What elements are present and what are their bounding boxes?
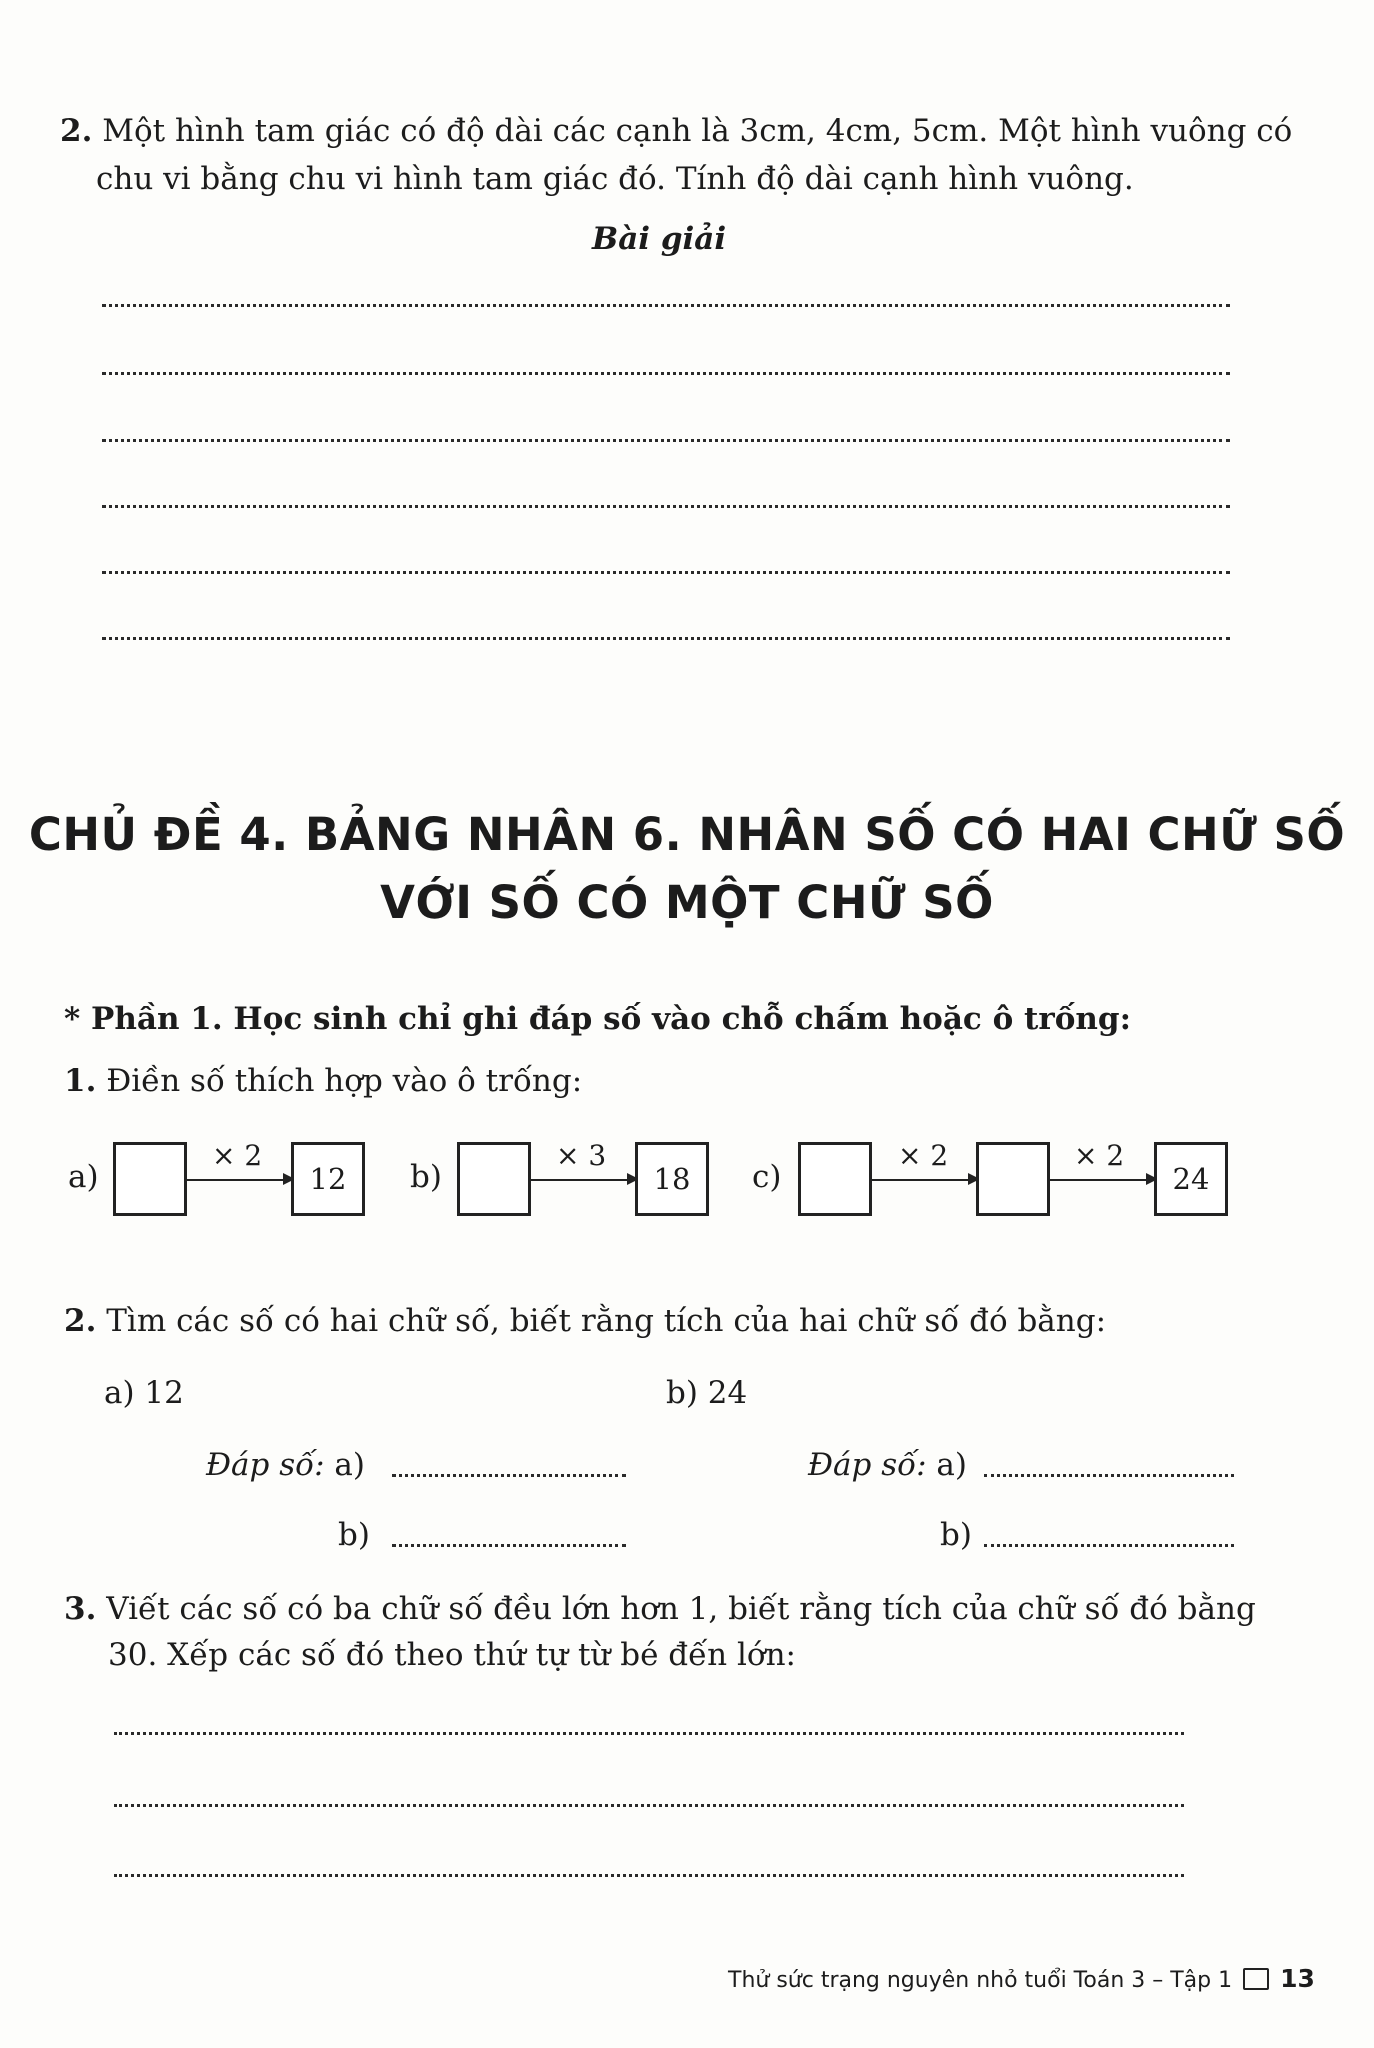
exercise-3	[64, 1586, 1256, 1632]
book-icon	[1243, 1968, 1269, 1990]
answer-line[interactable]	[114, 1874, 1184, 1877]
exercise-text: Tìm các số có hai chữ số, biết rằng tích của hai chữ số đó bằng:	[106, 1303, 1107, 1339]
exercise-number: 3.	[64, 1591, 97, 1627]
topic-heading-line2: VỚI SỐ CÓ MỘT CHỮ SỐ	[380, 876, 994, 929]
ex2-answer-a-right	[808, 1442, 967, 1488]
answer-label: Đáp số:	[808, 1447, 927, 1483]
solution-label: Bài giải	[592, 221, 727, 257]
exercise-number: 1.	[64, 1063, 97, 1099]
answer-sub-label: b)	[940, 1517, 972, 1553]
ex2-part-b: b) 24	[666, 1375, 748, 1411]
exercise-text-line1: Viết các số có ba chữ số đều lớn hơn 1, biết rằng tích của chữ số đó bằng	[106, 1591, 1256, 1627]
ex1-b-operation: × 3	[556, 1139, 607, 1172]
arrow-icon	[1050, 1179, 1154, 1181]
ex1-c-operation-1: × 2	[898, 1139, 949, 1172]
question-text-line2: chu vi bằng chu vi hình tam giác đó. Tính độ dài cạnh hình vuông.	[96, 161, 1134, 197]
ex1-a-label: a)	[68, 1159, 99, 1195]
answer-label: Đáp số:	[206, 1447, 325, 1483]
question-text-line1: Một hình tam giác có độ dài các cạnh là 3cm, 4cm, 5cm. Một hình vuông có	[102, 113, 1293, 149]
ex1-b-label: b)	[410, 1159, 442, 1195]
ex1-c-label: c)	[752, 1159, 782, 1195]
answer-line[interactable]	[102, 637, 1230, 640]
answer-blank[interactable]	[984, 1544, 1234, 1547]
ex1-c-input-box-1[interactable]	[798, 1142, 872, 1216]
ex1-c-input-box-2[interactable]	[976, 1142, 1050, 1216]
ex2-part-a: a) 12	[104, 1375, 184, 1411]
exercise-text-line2: 30. Xếp các số đó theo thứ tự từ bé đến lớn:	[108, 1637, 796, 1673]
ex1-c-operation-2: × 2	[1074, 1139, 1125, 1172]
arrow-icon	[872, 1179, 976, 1181]
answer-line[interactable]	[102, 439, 1230, 442]
answer-line[interactable]	[102, 304, 1230, 307]
arrow-icon	[187, 1179, 291, 1181]
arrow-icon	[531, 1179, 635, 1181]
footer	[728, 1964, 1315, 1993]
ex1-a-input-box[interactable]	[113, 1142, 187, 1216]
answer-blank[interactable]	[392, 1474, 626, 1477]
answer-sub-label: b)	[338, 1517, 370, 1553]
answer-sub-label: a)	[334, 1447, 365, 1483]
question-number: 2.	[60, 113, 93, 149]
exercise-text: Điền số thích hợp vào ô trống:	[106, 1063, 583, 1099]
answer-sub-label: a)	[936, 1447, 967, 1483]
ex1-b-input-box[interactable]	[457, 1142, 531, 1216]
answer-line[interactable]	[102, 372, 1230, 375]
question-2	[60, 108, 1292, 154]
answer-line[interactable]	[114, 1732, 1184, 1735]
exercise-number: 2.	[64, 1303, 97, 1339]
answer-line[interactable]	[114, 1804, 1184, 1807]
ex1-b-result-box: 18	[635, 1142, 709, 1216]
ex1-c-result-box: 24	[1154, 1142, 1228, 1216]
answer-line[interactable]	[102, 571, 1230, 574]
answer-line[interactable]	[102, 505, 1230, 508]
ex2-answer-a-left	[206, 1442, 365, 1488]
ex1-a-result-box: 12	[291, 1142, 365, 1216]
exercise-2	[64, 1298, 1106, 1344]
exercise-1	[64, 1058, 582, 1104]
page-number: 13	[1280, 1964, 1315, 1993]
footer-book-title: Thử sức trạng nguyên nhỏ tuổi Toán 3 – Tập 1	[728, 1968, 1233, 1993]
topic-heading-line1: CHỦ ĐỀ 4. BẢNG NHÂN 6. NHÂN SỐ CÓ HAI CHỮ SỐ	[28, 808, 1346, 861]
part1-title: * Phần 1. Học sinh chỉ ghi đáp số vào chỗ chấm hoặc ô trống:	[64, 1001, 1132, 1037]
answer-blank[interactable]	[392, 1544, 626, 1547]
answer-blank[interactable]	[984, 1474, 1234, 1477]
ex1-a-operation: × 2	[212, 1139, 263, 1172]
